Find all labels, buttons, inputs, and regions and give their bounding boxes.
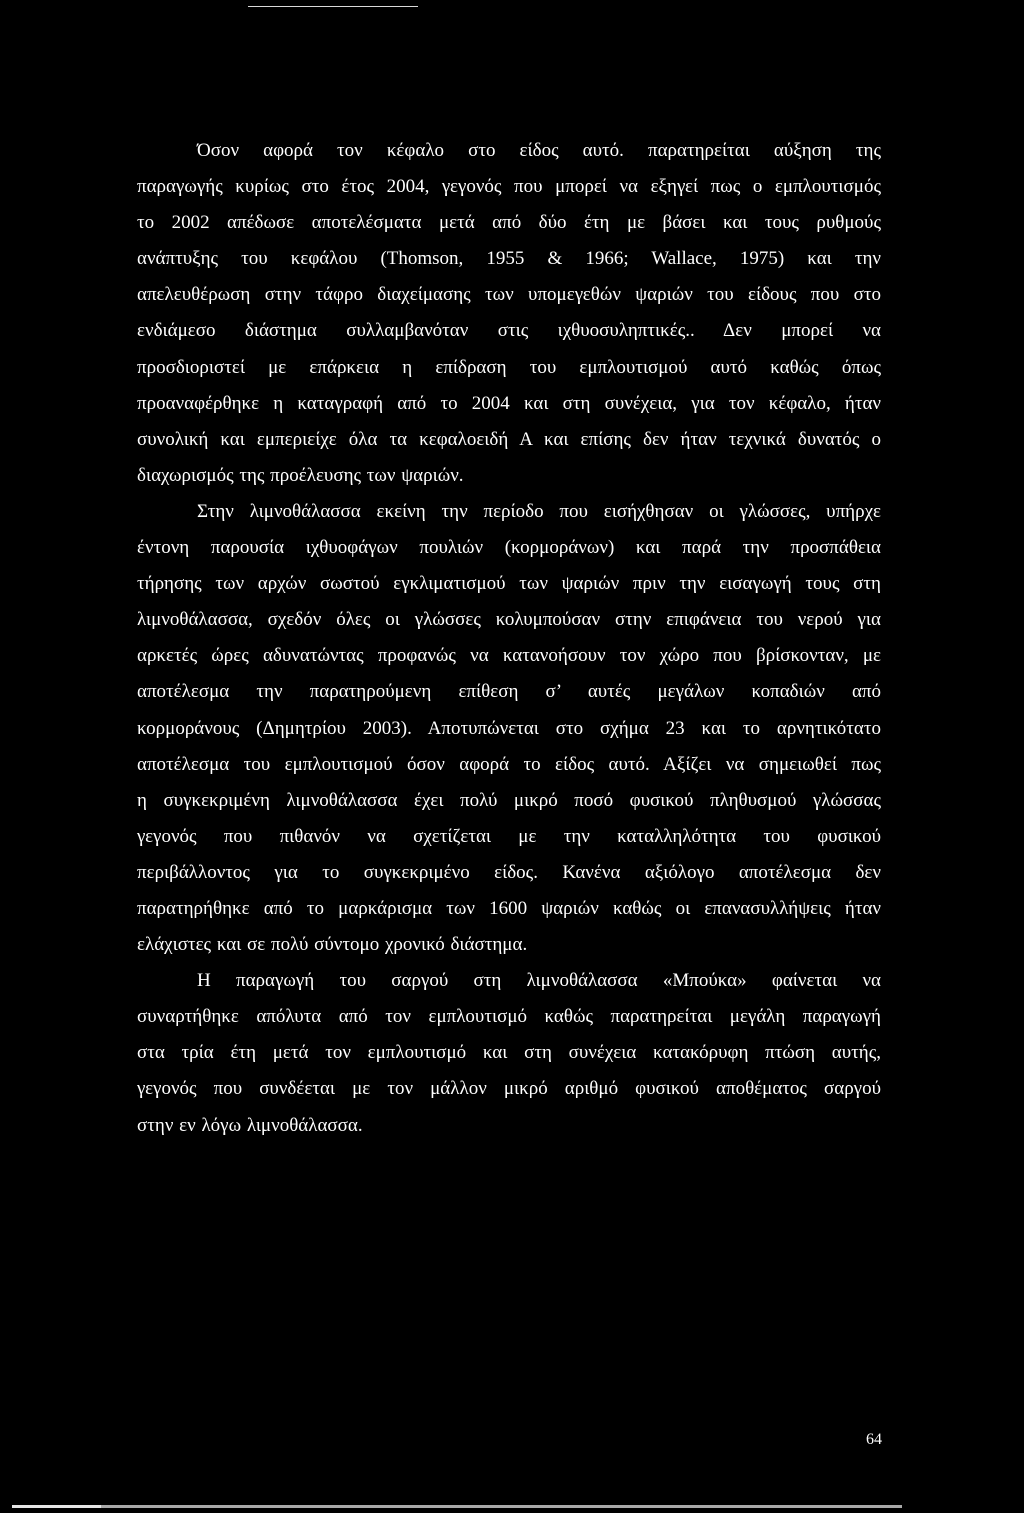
text-line: συναρτήθηκε απόλυτα από τον εμπλουτισμό καθώς παρατηρείται μεγάλη παραγωγή <box>137 1006 881 1028</box>
text-line: αρκετές ώρες αδυνατώντας προφανώς να κατανοήσουν τον χώρο που βρίσκονταν, με <box>137 645 881 667</box>
text-line: έντονη παρουσία ιχθυοφάγων πουλιών (κορμοράνων) και παρά την προσπάθεια <box>137 537 881 559</box>
text-line: ανάπτυξης του κεφάλου (Thomson, 1955 & 1966; Wallace, 1975) και την <box>137 248 881 270</box>
text-line: τήρησης των αρχών σωστού εγκλιματισμού των ψαριών πριν την εισαγωγή τους στη <box>137 573 881 595</box>
text-line: παρατηρήθηκε από το μαρκάρισμα των 1600 ψαριών καθώς οι επανασυλλήψεις ήταν <box>137 897 881 919</box>
text-line: ελάχιστες και σε πολύ σύντομο χρονικό διάστημα. <box>137 934 528 956</box>
document-body <box>137 133 881 1144</box>
text-line: απελευθέρωση στην τάφρο διαχείμασης των υπομεγεθών ψαριών του είδους που στο <box>137 284 881 306</box>
text-line: στα τρία έτη μετά τον εμπλουτισμό και στη συνέχεια κατακόρυφη πτώση αυτής, <box>137 1042 881 1064</box>
text-line: αποτέλεσμα του εμπλουτισμού όσον αφορά το είδος αυτό. Αξίζει να σημειωθεί πως <box>137 753 881 775</box>
text-line: η συγκεκριμένη λιμνοθάλασσα έχει πολύ μικρό ποσό φυσικού πληθυσμού γλώσσας <box>137 789 881 811</box>
text-line: περιβάλλοντος για το συγκεκριμένο είδος. Κανένα αξιόλογο αποτέλεσμα δεν <box>137 861 881 883</box>
text-line: το 2002 απέδωσε αποτελέσματα μετά από δύο έτη με βάσει και τους ρυθμούς <box>137 212 881 234</box>
text-line: γεγονός που συνδέεται με τον μάλλον μικρό αριθμό φυσικού αποθέματος σαργού <box>137 1078 881 1100</box>
text-line: κορμοράνους (Δημητρίου 2003). Αποτυπώνεται στο σχήμα 23 και το αρνητικότατο <box>137 717 881 739</box>
text-line: αποτέλεσμα την παρατηρούμενη επίθεση σ’ αυτές μεγάλων κοπαδιών από <box>137 681 881 703</box>
text-line: ενδιάμεσο διάστημα συλλαμβανόταν στις ιχθυοσυληπτικές.. Δεν μπορεί να <box>137 320 881 342</box>
paragraph-3 <box>137 963 881 1143</box>
bottom-rule <box>12 1505 902 1508</box>
text-line: λιμνοθάλασσα, σχεδόν όλες οι γλώσσες κολυμπούσαν στην επιφάνεια του νερού για <box>137 609 881 631</box>
text-line: στην εν λόγω λιμνοθάλασσα. <box>137 1114 363 1136</box>
text-line: Στην λιμνοθάλασσα εκείνη την περίοδο που εισήχθησαν οι γλώσσες, υπήρχε <box>197 500 881 522</box>
text-line: διαχωρισμός της προέλευσης των ψαριών. <box>137 464 464 486</box>
text-line: γεγονός που πιθανόν να σχετίζεται με την καταλληλότητα του φυσικού <box>137 825 881 847</box>
paragraph-1 <box>137 133 881 494</box>
text-line: Όσον αφορά τον κέφαλο στο είδος αυτό. παρατηρείται αύξηση της <box>197 140 881 161</box>
text-line: προαναφέρθηκε η καταγραφή από το 2004 και στη συνέχεια, για τον κέφαλο, ήταν <box>137 392 881 414</box>
page-number: 64 <box>866 1431 882 1448</box>
text-line: συνολική και εμπεριείχε όλα τα κεφαλοειδή Α και επίσης δεν ήταν τεχνικά δυνατός ο <box>137 428 881 450</box>
top-rule <box>248 6 418 7</box>
paragraph-2 <box>137 494 881 963</box>
text-line: παραγωγής κυρίως στο έτος 2004, γεγονός που μπορεί να εξηγεί πως ο εμπλουτισμός <box>137 176 881 198</box>
text-line: προσδιοριστεί με επάρκεια η επίδραση του εμπλουτισμού αυτό καθώς όπως <box>137 356 881 378</box>
text-line: Η παραγωγή του σαργού στη λιμνοθάλασσα «Μπούκα» φαίνεται να <box>197 970 881 992</box>
